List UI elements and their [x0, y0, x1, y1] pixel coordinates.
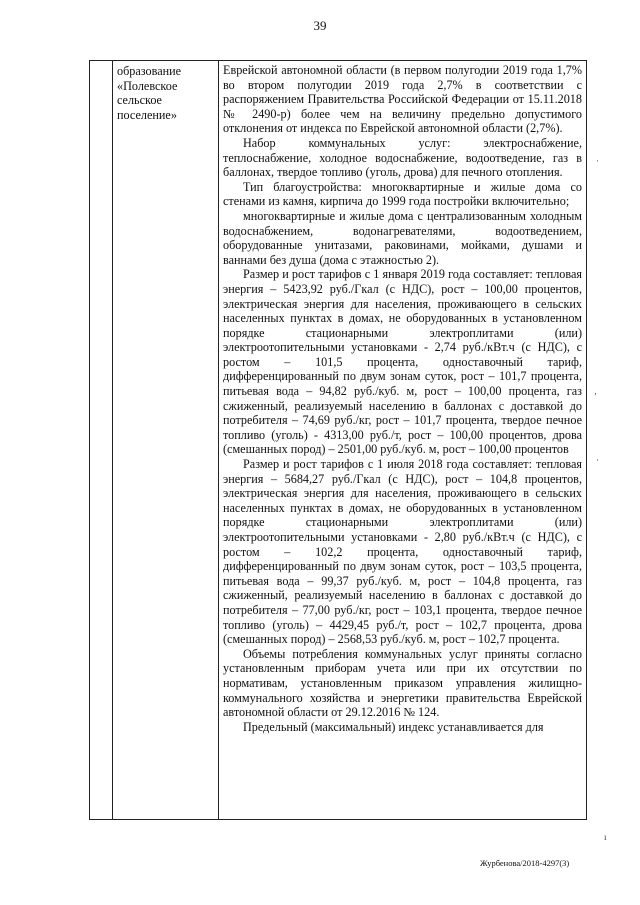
content-table: [89, 60, 587, 820]
paragraph: Еврейской автономной области (в первом полугодии 2019 года 1,7% во втором полугодии 2019 года 2,7% в соответствии с распоряжением Правительства Российской Федерации от 15.11.2018 № 2490-р) более чем на величину предельно допустимого отклонения от индекса по Еврейской автономной области (2,7%).: [223, 63, 582, 136]
municipality-name-line: «Полевское: [117, 78, 178, 93]
municipality-name-line: сельское: [117, 93, 162, 108]
page-number: 39: [313, 18, 327, 33]
document-code: Журбенова/2018-4297(3): [480, 858, 570, 868]
scan-speck: ·: [596, 455, 599, 465]
scan-speck: ·: [596, 156, 599, 166]
paragraph: Размер и рост тарифов с 1 января 2019 года составляет: тепловая энергия – 5423,92 руб./Гкал (с НДС), рост – 100,00 процентов, электрическая энергия для населения, проживающего в сельских населенных пунктах в домах, не оборудованных в установленном порядке стационарными электроплитами (или) электроотопительными установками - 2,74 руб./кВт.ч (с НДС), с ростом – 101,5 процента, одноставочный тариф, дифференцированный по двум зонам суток, рост – 101,7 процента, питьевая вода – 94,82 руб./куб. м, рост – 100,00 процента, газ сжиженный, реализуемый населению в баллонах с доставкой до потребителя – 74,69 руб./кг, рост – 101,7 процента, твердое печное топливо (уголь) - 4313,00 руб./т, рост – 100,00 процентов, дрова (смешанных пород) – 2501,00 руб./куб. м, рост – 100,00 процентов: [223, 267, 582, 457]
paragraph: Предельный (максимальный) индекс устанавливается для: [243, 719, 544, 734]
table-row: [90, 61, 587, 820]
number-cell: [90, 61, 113, 820]
paragraph: многоквартирные и жилые дома с централизованным холодным водоснабжением, водонагревателями, водоотведением, оборудованные унитазами, раковинами, мойками, душами и ваннами без душа (дома с этажностью 2).: [223, 208, 582, 267]
municipality-name: [113, 61, 218, 122]
municipality-cell: [113, 61, 219, 820]
paragraph: Размер и рост тарифов с 1 июля 2018 года составляет: тепловая энергия – 5684,27 руб./Гкал (с НДС), рост – 104,8 процентов, электрическая энергия для населения, проживающего в сельских населенных пунктах в домах, не оборудованных в установленном порядке стационарными электроплитами (или) электроотопительными установками - 2,80 руб./кВт.ч (с НДС), с ростом – 102,2 процента, одноставочный тариф, дифференцированный по двум зонам суток, рост – 103,5 процента, питьевая вода – 99,37 руб./куб. м, рост – 104,8 процента, газ сжиженный, реализуемый населению в баллонах с доставкой до потребителя – 77,00 руб./кг, рост – 103,1 процента, твердое печное топливо (уголь) – 4429,45 руб./т, рост – 102,7 процента, дрова (смешанных пород) – 2568,53 руб./куб. м, рост – 102,7 процента.: [223, 457, 582, 647]
description-text: [219, 61, 586, 734]
municipality-name-line: образование: [117, 64, 182, 78]
municipality-name-line: поселение»: [117, 107, 177, 122]
paragraph: Тип благоустройства: многоквартирные и жилые дома со стенами из камня, кирпича до 1999 года постройки включительно;: [223, 179, 582, 209]
scan-speck: ı: [604, 832, 607, 842]
description-cell: [219, 61, 587, 820]
scan-speck: ‚: [594, 386, 597, 396]
paragraph: Объемы потребления коммунальных услуг приняты согласно установленным приборам учета или при их отсутствии по нормативам, установленным приказом управления жилищно-коммунального хозяйства и энергетики правительства Еврейской автономной области от 29.12.2016 № 124.: [223, 646, 582, 720]
paragraph: Набор коммунальных услуг: электроснабжение, теплоснабжение, холодное водоснабжение, водоотведение, газ в баллонах, твердое топливо (уголь, дрова) для печного отопления.: [223, 135, 582, 180]
